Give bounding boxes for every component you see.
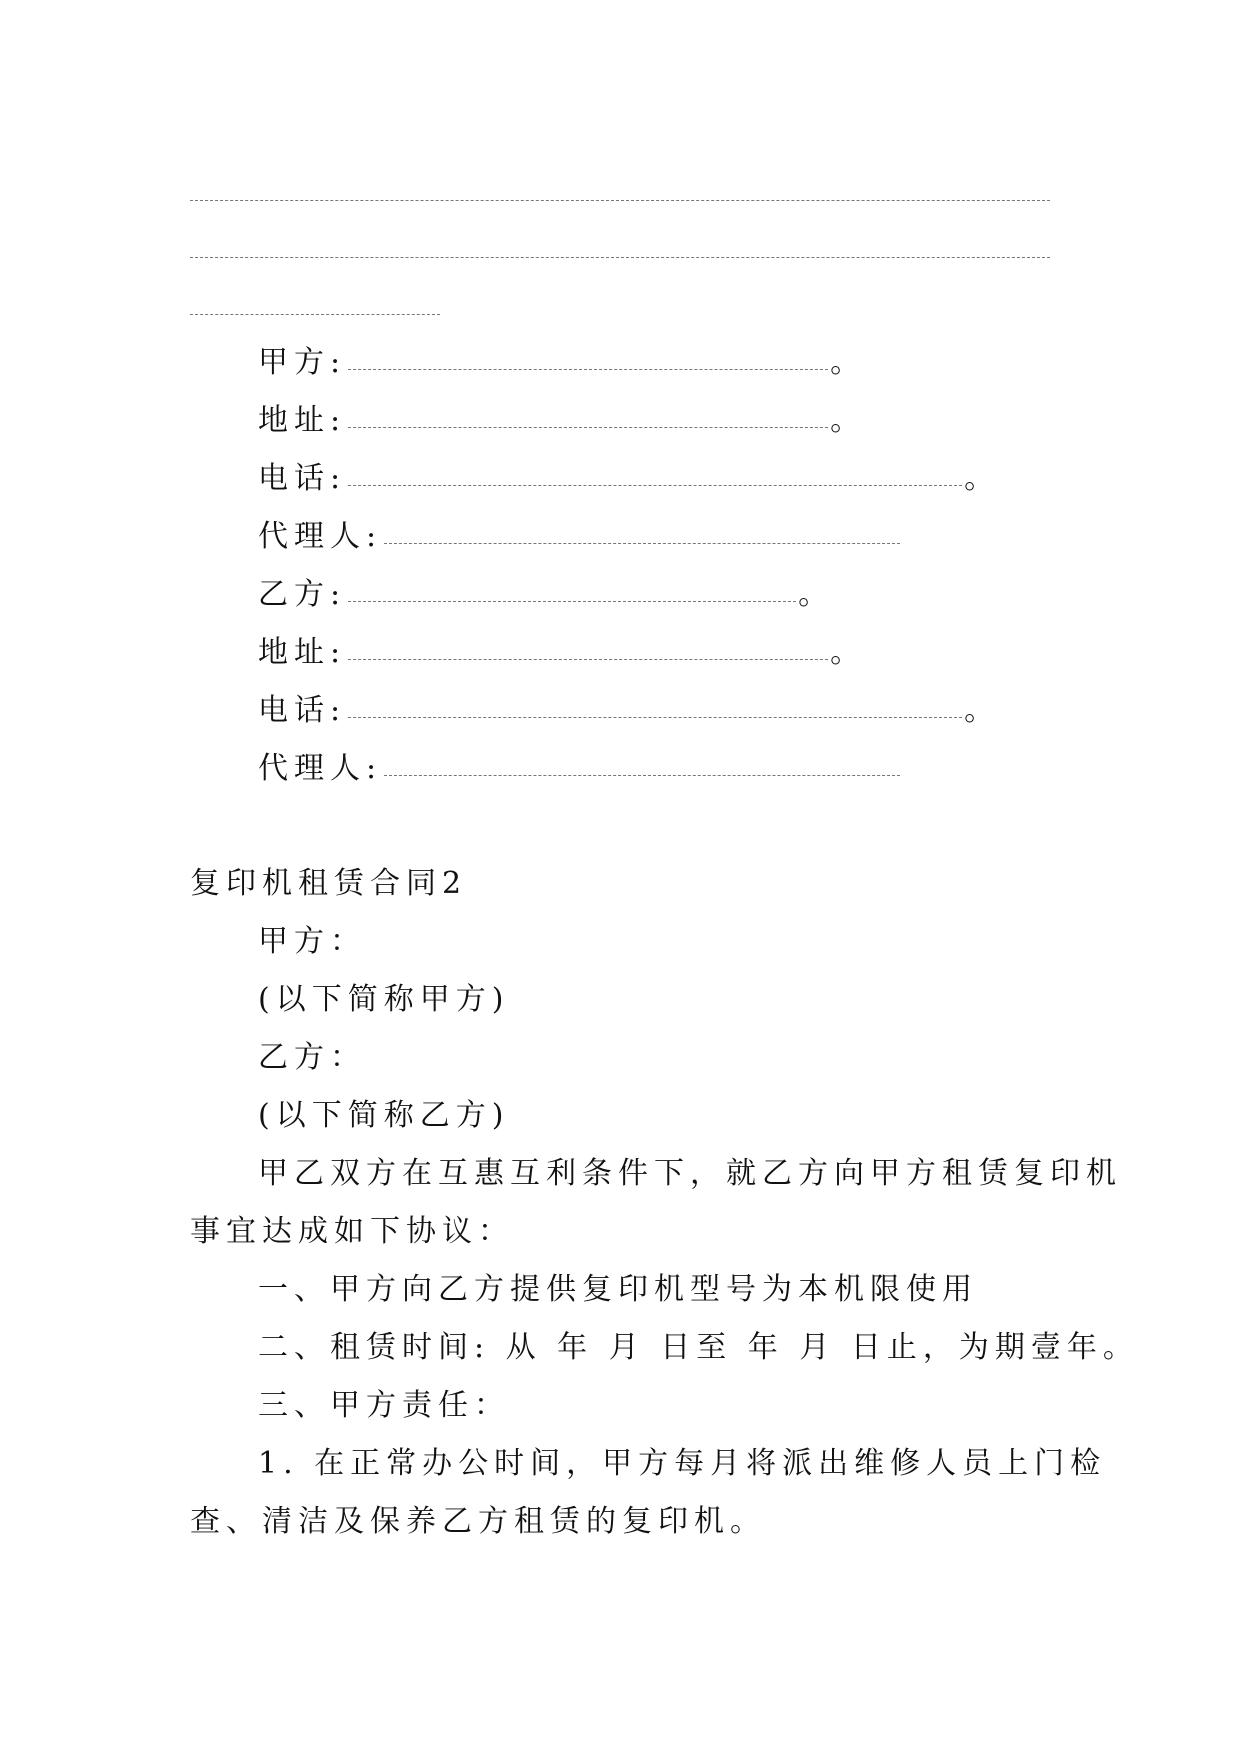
party-b-agent-row	[258, 749, 902, 789]
party-a-blank	[348, 369, 828, 370]
party-a-period: 。	[830, 345, 861, 380]
contract-party-b: 乙方：	[258, 1040, 366, 1075]
party-a-address-row	[258, 401, 860, 441]
party-a-label: 甲方:	[258, 345, 347, 380]
party-a-address-period: 。	[830, 403, 861, 438]
contract-clause-2: 二、租赁时间: 从 年 月 日至 年 月 日止，为期壹年。	[258, 1330, 1139, 1365]
contract-party-a-note: (以下简称甲方)	[258, 982, 510, 1017]
party-b-blank	[348, 601, 796, 602]
party-b-address-blank	[348, 659, 828, 660]
party-b-phone-row	[258, 691, 994, 731]
party-b-address-label: 地址:	[258, 635, 347, 670]
party-a-agent-blank	[384, 543, 900, 544]
contract-party-b-note: (以下简称乙方)	[258, 1098, 510, 1133]
contract-intro-line-2: 事宜达成如下协议：	[190, 1214, 514, 1249]
party-a-phone-blank	[348, 485, 962, 486]
party-b-phone-label: 电话:	[258, 693, 347, 728]
contract-item-1-line-2: 查、清洁及保养乙方租赁的复印机。	[190, 1504, 766, 1539]
party-a-address-blank	[348, 427, 828, 428]
dashed-fill-line-2	[190, 257, 1050, 258]
party-b-agent-blank	[384, 775, 900, 776]
party-b-phone-blank	[348, 717, 962, 718]
party-b-agent-label: 代理人:	[258, 751, 383, 786]
contract-clause-1: 一、甲方向乙方提供复印机型号为本机限使用	[258, 1272, 978, 1307]
contract-title: 复印机租赁合同2	[190, 866, 468, 901]
party-b-address-period: 。	[830, 635, 861, 670]
party-b-period: 。	[798, 577, 829, 612]
dashed-fill-line-1	[190, 200, 1050, 201]
dashed-fill-line-3	[190, 314, 440, 315]
party-b-address-row	[258, 633, 860, 673]
contract-item-1-line-1: 1. 在正常办公时间，甲方每月将派出维修人员上门检	[258, 1446, 1107, 1481]
party-a-phone-row	[258, 459, 994, 499]
contract-intro-line-1: 甲乙双方在互惠互利条件下，就乙方向甲方租赁复印机	[258, 1156, 1122, 1191]
party-a-address-label: 地址:	[258, 403, 347, 438]
contract-party-a: 甲方：	[258, 924, 366, 959]
party-a-phone-period: 。	[964, 461, 995, 496]
party-a-agent-label: 代理人:	[258, 519, 383, 554]
contract-clause-3: 三、甲方责任：	[258, 1388, 510, 1423]
party-a-phone-label: 电话:	[258, 461, 347, 496]
party-a-agent-row	[258, 517, 902, 557]
party-b-label: 乙方:	[258, 577, 347, 612]
party-a-row	[258, 343, 860, 383]
party-b-phone-period: 。	[964, 693, 995, 728]
party-b-row	[258, 575, 828, 615]
